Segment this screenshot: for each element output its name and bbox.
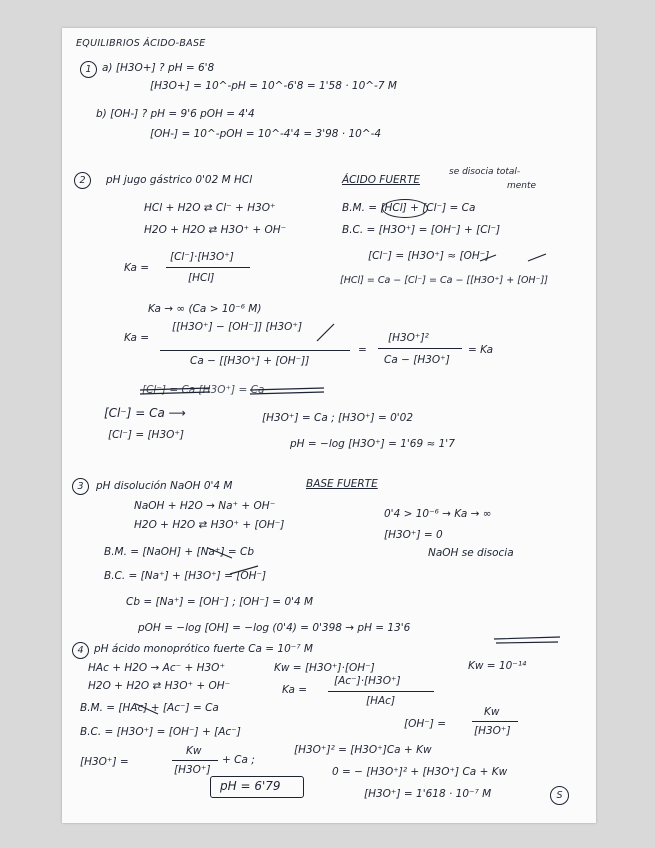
- p4-quadratic-1: [H3O⁺]² = [H3O⁺]Ca + Kw: [294, 744, 432, 756]
- p3-poh-result: pOH = −log [OH] = −log (0'4) = 0'398 → pH = 13'6: [138, 622, 411, 634]
- p4-mass-balance: B.M. = [HAc] + [Ac⁻] = Ca: [80, 702, 219, 714]
- p2-ka-numerator: [Cl⁻]·[H3O⁺]: [170, 251, 234, 263]
- p1-b-result: [OH-] = 10^-pOH = 10^-4'4 = 3'98 · 10^-4: [150, 128, 382, 140]
- p3-side-note-1: 0'4 > 10⁻⁶ → Ka → ∞: [384, 508, 492, 520]
- p2-header: pH jugo gástrico 0'02 M HCl: [106, 174, 253, 186]
- p2-ka-label: Ka =: [124, 262, 150, 274]
- p2-ka-infinite: Ka → ∞ (Ca > 10⁻⁶ M): [148, 303, 262, 315]
- p4-kw-value: Kw = 10⁻¹⁴: [468, 660, 527, 672]
- p4-h3o-result: [H3O⁺] = 1'618 · 10⁻⁷ M: [364, 788, 492, 800]
- p2-strong-acid: ÁCIDO FUERTE: [342, 174, 421, 186]
- p4-h3o-denominator: [H3O⁺]: [174, 764, 211, 776]
- p4-eq-hac: HAc + H2O → Ac⁻ + H3O⁺: [88, 662, 225, 674]
- p2-hcl-equation: [HCl] = Ca − [Cl⁻] = Ca − [[H3O⁺] + [OH⁻]]: [340, 275, 548, 286]
- p4-oh-numerator: Kw: [484, 706, 500, 718]
- p2-dissociates-cont: mente: [507, 181, 537, 191]
- p3-eq-naoh: NaOH + H2O → Na⁺ + OH⁻: [134, 500, 276, 512]
- p3-header: pH disolución NaOH 0'4 M: [96, 480, 233, 492]
- p2-ka2-equals: =: [358, 344, 367, 356]
- p2-crossed-scribble: [Cl⁻] = Ca [H3O⁺] = Ca: [142, 384, 265, 396]
- p1-a-question: a) [H3O+] ? pH = 6'8: [102, 62, 215, 74]
- p4-kw-definition: Kw = [H3O⁺]·[OH⁻]: [274, 662, 375, 674]
- p2-result-cl-h3o: [Cl⁻] = [H3O⁺]: [108, 429, 185, 441]
- p4-oh-denominator: [H3O⁺]: [474, 725, 511, 737]
- p3-side-note-3: NaOH se disocia: [428, 547, 514, 559]
- p2-result-ph: pH = −log [H3O⁺] = 1'69 ≈ 1'7: [290, 438, 455, 450]
- p2-ka2-numerator: [[H3O⁺] − [OH⁻]] [H3O⁺]: [172, 321, 303, 333]
- p2-charge-balance: B.C. = [H3O⁺] = [OH⁻] + [Cl⁻]: [342, 224, 501, 236]
- p4-h3o-numerator: Kw: [186, 745, 202, 757]
- p2-ka2-label: Ka =: [124, 332, 150, 344]
- p4-ka-denominator: [HAc]: [366, 695, 396, 707]
- p2-result-h3o: [H3O⁺] = Ca ; [H3O⁺] = 0'02: [262, 412, 414, 424]
- p2-cl-equation: [Cl⁻] = [H3O⁺] ≈ [OH⁻]: [368, 250, 490, 262]
- handwritten-page: [62, 28, 596, 823]
- p4-h3o-label: [H3O⁺] =: [80, 756, 129, 768]
- p4-ph-result: pH = 6'79: [220, 779, 281, 793]
- p1-b-question: b) [OH-] ? pH = 9'6 pOH = 4'4: [96, 108, 255, 120]
- p2-ka2-denominator: Ca − [[H3O⁺] + [OH⁻]]: [190, 355, 310, 367]
- p1-a-result: [H3O+] = 10^-pH = 10^-6'8 = 1'58 · 10^-7 M: [150, 80, 397, 92]
- p4-h3o-plus-ca: + Ca ;: [222, 754, 255, 766]
- p4-marks: [62, 28, 596, 823]
- p3-cb-relation: Cb = [Na⁺] = [OH⁻] ; [OH⁻] = 0'4 M: [126, 596, 314, 608]
- p2-ka3-result: = Ka: [468, 344, 494, 356]
- page-mark-s: S: [550, 786, 569, 805]
- p2-result-cl-ca: [Cl⁻] = Ca ⟶: [104, 406, 186, 420]
- p2-ka3-numerator: [H3O⁺]²: [388, 332, 429, 344]
- p4-ka-numerator: [Ac⁻]·[H3O⁺]: [334, 675, 401, 687]
- p4-oh-label: [OH⁻] =: [404, 718, 447, 730]
- p3-charge-balance: B.C. = [Na⁺] + [H3O⁺] = [OH⁻]: [104, 570, 267, 582]
- p2-mass-balance: B.M. = [HCl] + [Cl⁻] = Ca: [342, 202, 476, 214]
- problem-number-4: 4: [72, 642, 89, 659]
- p2-ka3-denominator: Ca − [H3O⁺]: [384, 354, 450, 366]
- p4-eq-water: H2O + H2O ⇄ H3O⁺ + OH⁻: [88, 680, 231, 692]
- p4-charge-balance: B.C. = [H3O⁺] = [OH⁻] + [Ac⁻]: [80, 726, 241, 738]
- p4-header: pH ácido monoprótico fuerte Ca = 10⁻⁷ M: [94, 643, 313, 655]
- p3-side-note-2: [H3O⁺] = 0: [384, 529, 443, 541]
- p3-eq-water: H2O + H2O ⇄ H3O⁺ + [OH⁻]: [134, 519, 285, 531]
- problem-number-3: 3: [72, 478, 89, 495]
- problem-number-2: 2: [74, 172, 91, 189]
- p4-ka-label: Ka =: [282, 684, 308, 696]
- p3-strong-base: BASE FUERTE: [306, 478, 378, 490]
- page-title: EQUILIBRIOS ÁCIDO-BASE: [76, 38, 206, 49]
- p4-quadratic-2: 0 = − [H3O⁺]² + [H3O⁺] Ca + Kw: [332, 766, 508, 778]
- p2-ka-denominator: [HCl]: [188, 272, 215, 284]
- p3-mass-balance: B.M. = [NaOH] + [Na⁺] = Cb: [104, 546, 255, 558]
- problem-number-1: 1: [80, 61, 97, 78]
- p2-eq-hcl: HCl + H2O ⇄ Cl⁻ + H3O⁺: [144, 202, 276, 214]
- p2-eq-water: H2O + H2O ⇄ H3O⁺ + OH⁻: [144, 224, 287, 236]
- p2-dissociates: se disocia total-: [449, 167, 521, 177]
